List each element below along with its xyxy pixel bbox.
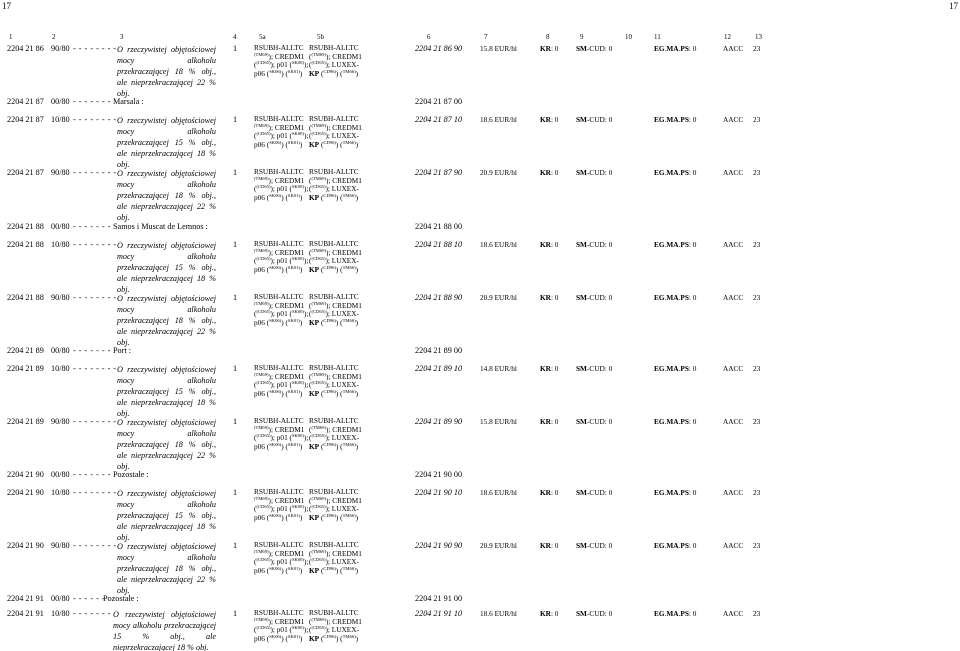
- column-7-rate: 20.9 EUR/hl: [480, 168, 517, 177]
- cn-code: 2204 21 90: [7, 470, 44, 479]
- column-header-8: 7: [484, 33, 488, 41]
- column-8-kr: KR: 0: [540, 44, 559, 53]
- column-5b-conditions: RSUBH-ALLTC ($^{(TM69)}$); CREDM1 ($^{(CD65)}$); LUXEX- KP ($^{CD96)}$) ($^{TM66)}$): [309, 43, 362, 79]
- column-header-9: 8: [546, 33, 550, 41]
- column-5b-conditions: RSUBH-ALLTC ($^{(TM69)}$); CREDM1 ($^{(CD65)}$); LUXEX- KP ($^{CD96)}$) ($^{TM66)}$): [309, 363, 362, 399]
- column-4-value: 1: [233, 541, 238, 550]
- c5a-line1: RSUBH-ALLTC: [254, 540, 304, 549]
- column-6-code: 2204 21 86 90: [415, 44, 463, 53]
- column-5b-conditions: RSUBH-ALLTC ($^{(TM69)}$); CREDM1 ($^{(CD65)}$); LUXEX- KP ($^{CD96)}$) ($^{TM66)}$): [309, 487, 362, 523]
- indent-dashes: - - - - - - - -: [73, 44, 117, 53]
- cn-code: 2204 21 90: [7, 488, 44, 497]
- column-5a-conditions: RSUBH-ALLTC $^{(TM69)}$); CREDM1 ($^{(CD65)}$); p01 ($^{SK00)}$); p06 ($^{SK06)}$) ($^{SK01)}$): [254, 239, 309, 275]
- column-6-code: 2204 21 90 10: [415, 488, 463, 497]
- cn-subcode: 00/80: [51, 470, 70, 479]
- cn-code: 2204 21 91: [7, 594, 44, 603]
- indent-dashes: - - - - - - - -: [73, 364, 117, 373]
- column-12-code: AACC: [723, 168, 744, 177]
- description: O rzeczywistej objętościowej mocy alkoholu przekraczającej 18 % obj., ale nieprzekraczającej 22 % obj.: [117, 169, 216, 222]
- cn-subcode: 00/80: [51, 97, 70, 106]
- column-12-code: AACC: [723, 364, 744, 373]
- c5a-line1: RSUBH-ALLTC: [254, 114, 304, 123]
- cn-subcode: 90/80: [51, 417, 70, 426]
- indent-dashes: - - - - - - -: [73, 222, 111, 231]
- c5a-line1: RSUBH-ALLTC: [254, 167, 304, 176]
- column-4-value: 1: [233, 115, 238, 124]
- cn-code: 2204 21 87: [7, 115, 44, 124]
- cn-code: 2204 21 88: [7, 240, 44, 249]
- column-header-2: 2: [52, 33, 56, 41]
- column-8-kr: KR: 0: [540, 293, 559, 302]
- column-7-rate: 14.8 EUR/hl: [480, 364, 517, 373]
- column-7-rate: 15.8 EUR/hl: [480, 44, 517, 53]
- indent-dashes: - - - - - - - -: [73, 293, 117, 302]
- column-6-code: 2204 21 91 00: [415, 594, 463, 603]
- column-13-code: 23: [753, 168, 761, 177]
- indent-dashes: - - - - - - -: [73, 470, 111, 479]
- column-12-code: AACC: [723, 609, 744, 618]
- description: O rzeczywistej objętościowej mocy alkoholu przekraczającej 18 % obj., ale nieprzekraczającej 22 % obj.: [117, 418, 216, 471]
- column-12-code: AACC: [723, 488, 744, 497]
- heading-title: Samos i Muscat de Lemnos :: [113, 222, 208, 231]
- cn-code: 2204 21 90: [7, 541, 44, 550]
- column-6-code: 2204 21 88 00: [415, 222, 463, 231]
- column-8-kr: KR: 0: [540, 115, 559, 124]
- column-13-code: 23: [753, 115, 761, 124]
- column-8-kr: KR: 0: [540, 488, 559, 497]
- indent-dashes: - - - - - - - -: [73, 168, 117, 177]
- heading-title: Port :: [113, 346, 131, 355]
- column-11-egmaps: EG.MA.PS: 0: [654, 44, 697, 53]
- indent-dashes: - - - - - -: [73, 594, 106, 603]
- column-header-3: 3: [120, 33, 124, 41]
- column-header-13: 12: [724, 33, 731, 41]
- column-11-egmaps: EG.MA.PS: 0: [654, 293, 697, 302]
- column-11-egmaps: EG.MA.PS: 0: [654, 417, 697, 426]
- cn-subcode: 00/80: [51, 594, 70, 603]
- column-9-sm: SM-CUD: 0: [576, 364, 613, 373]
- column-8-kr: KR: 0: [540, 541, 559, 550]
- column-header-4: 4: [233, 33, 237, 41]
- c5a-line1: RSUBH-ALLTC: [254, 363, 304, 372]
- column-5b-conditions: RSUBH-ALLTC ($^{(TM69)}$); CREDM1 ($^{(CD65)}$); LUXEX- KP ($^{CD96)}$) ($^{TM66)}$): [309, 416, 362, 452]
- cn-code: 2204 21 88: [7, 222, 44, 231]
- description: O rzeczywistej objętościowej mocy alkoholu przekraczającej 15 % obj., ale nieprzekraczającej 18 % obj.: [117, 116, 216, 169]
- column-5b-conditions: RSUBH-ALLTC ($^{(TM69)}$); CREDM1 ($^{(CD65)}$); LUXEX- KP ($^{CD96)}$) ($^{TM66)}$): [309, 540, 362, 576]
- cn-subcode: 00/80: [51, 222, 70, 231]
- indent-dashes: - - - - - - - -: [73, 488, 117, 497]
- cn-code: 2204 21 89: [7, 364, 44, 373]
- column-9-sm: SM-CUD: 0: [576, 240, 613, 249]
- column-12-code: AACC: [723, 541, 744, 550]
- cn-subcode: 90/80: [51, 293, 70, 302]
- cn-code: 2204 21 89: [7, 346, 44, 355]
- indent-dashes: - - - - - - - -: [73, 417, 117, 426]
- column-7-rate: 18.6 EUR/hl: [480, 115, 517, 124]
- column-5b-conditions: RSUBH-ALLTC ($^{(TM69)}$); CREDM1 ($^{(CD65)}$); LUXEX- KP ($^{CD96)}$) ($^{TM66)}$): [309, 167, 362, 203]
- column-13-code: 23: [753, 541, 761, 550]
- column-6-code: 2204 21 91 10: [415, 609, 463, 618]
- column-6-code: 2204 21 90 90: [415, 541, 463, 550]
- column-6-code: 2204 21 87 10: [415, 115, 463, 124]
- description: O rzeczywistej objętościowej mocy alkoholu przekraczającej 18 % obj., ale nieprzekraczającej 22 % obj.: [117, 294, 216, 347]
- column-6-code: 2204 21 89 10: [415, 364, 463, 373]
- column-9-sm: SM-CUD: 0: [576, 417, 613, 426]
- column-12-code: AACC: [723, 417, 744, 426]
- description: O rzeczywistej objętościowej mocy alkoholu przekraczającej 18 % obj., ale nieprzekraczającej 22 % obj.: [117, 45, 216, 98]
- page-number-left: 17: [2, 1, 11, 11]
- column-7-rate: 20.9 EUR/hl: [480, 541, 517, 550]
- column-9-sm: SM-CUD: 0: [576, 609, 613, 618]
- description: O rzeczywistej objętościowej mocy alkoholu przekraczającej 15 % obj., ale nieprzekraczającej 18 % obj.: [117, 365, 216, 418]
- column-11-egmaps: EG.MA.PS: 0: [654, 240, 697, 249]
- c5b-line1: RSUBH-ALLTC: [309, 43, 359, 52]
- column-6-code: 2204 21 87 00: [415, 97, 463, 106]
- column-4-value: 1: [233, 168, 238, 177]
- c5a-line1: RSUBH-ALLTC: [254, 43, 304, 52]
- column-4-value: 1: [233, 417, 238, 426]
- c5b-line1: RSUBH-ALLTC: [309, 608, 359, 617]
- c5b-line1: RSUBH-ALLTC: [309, 363, 359, 372]
- c5a-line1: RSUBH-ALLTC: [254, 239, 304, 248]
- c5b-line1: RSUBH-ALLTC: [309, 416, 359, 425]
- column-9-sm: SM-CUD: 0: [576, 488, 613, 497]
- column-8-kr: KR: 0: [540, 168, 559, 177]
- column-header-14: 13: [755, 33, 762, 41]
- column-7-rate: 18.6 EUR/hl: [480, 240, 517, 249]
- column-7-rate: 18.6 EUR/hl: [480, 609, 517, 618]
- column-header-12: 11: [654, 33, 661, 41]
- column-header-7: 6: [427, 33, 431, 41]
- column-7-rate: 20.9 EUR/hl: [480, 293, 517, 302]
- cn-code: 2204 21 89: [7, 417, 44, 426]
- indent-dashes: - - - - - - -: [73, 609, 111, 618]
- c5b-line1: RSUBH-ALLTC: [309, 487, 359, 496]
- column-9-sm: SM-CUD: 0: [576, 541, 613, 550]
- column-5b-conditions: RSUBH-ALLTC ($^{(TM69)}$); CREDM1 ($^{(CD65)}$); LUXEX- KP ($^{CD96)}$) ($^{TM66)}$): [309, 608, 362, 644]
- c5a-line1: RSUBH-ALLTC: [254, 416, 304, 425]
- cn-subcode: 10/80: [51, 364, 70, 373]
- column-5a-conditions: RSUBH-ALLTC $^{(TM69)}$); CREDM1 ($^{(CD65)}$); p01 ($^{SK00)}$); p06 ($^{SK06)}$) ($^{SK01)}$): [254, 540, 309, 576]
- column-13-code: 23: [753, 44, 761, 53]
- column-6-code: 2204 21 87 90: [415, 168, 463, 177]
- description: O rzeczywistej objętościowej mocy alkoholu przekraczającej 15 % obj., ale nieprzekraczającej 18 % obj.: [117, 241, 216, 294]
- column-header-6: 5b: [317, 33, 324, 41]
- column-13-code: 23: [753, 364, 761, 373]
- cn-subcode: 90/80: [51, 541, 70, 550]
- heading-title: Pozostałe :: [103, 594, 139, 603]
- indent-dashes: - - - - - - -: [73, 97, 111, 106]
- column-8-kr: KR: 0: [540, 417, 559, 426]
- cn-subcode: 00/80: [51, 346, 70, 355]
- column-8-kr: KR: 0: [540, 609, 559, 618]
- indent-dashes: - - - - - - - -: [73, 541, 117, 550]
- column-header-1: 1: [9, 33, 13, 41]
- column-8-kr: KR: 0: [540, 364, 559, 373]
- column-13-code: 23: [753, 609, 761, 618]
- page-number-right: 17: [949, 1, 958, 11]
- cn-code: 2204 21 86: [7, 44, 44, 53]
- description: O rzeczywistej objętościowej mocy alkoholu przekraczającej 15 % obj., ale nieprzekraczającej 18 % obj.: [113, 610, 216, 651]
- column-header-11: 10: [625, 33, 632, 41]
- column-header-10: 9: [580, 33, 584, 41]
- column-12-code: AACC: [723, 44, 744, 53]
- column-8-kr: KR: 0: [540, 240, 559, 249]
- column-11-egmaps: EG.MA.PS: 0: [654, 609, 697, 618]
- column-7-rate: 18.6 EUR/hl: [480, 488, 517, 497]
- column-5a-conditions: RSUBH-ALLTC $^{(TM69)}$); CREDM1 ($^{(CD65)}$); p01 ($^{SK00)}$); p06 ($^{SK06)}$) ($^{SK01)}$): [254, 416, 309, 452]
- cn-subcode: 90/80: [51, 44, 70, 53]
- column-4-value: 1: [233, 364, 238, 373]
- description: O rzeczywistej objętościowej mocy alkoholu przekraczającej 18 % obj., ale nieprzekraczającej 22 % obj.: [117, 542, 216, 595]
- column-5b-conditions: RSUBH-ALLTC ($^{(TM69)}$); CREDM1 ($^{(CD65)}$); LUXEX- KP ($^{CD96)}$) ($^{TM66)}$): [309, 292, 362, 328]
- cn-subcode: 90/80: [51, 168, 70, 177]
- column-5a-conditions: RSUBH-ALLTC $^{(TM69)}$); CREDM1 ($^{(CD65)}$); p01 ($^{SK00)}$); p06 ($^{SK06)}$) ($^{SK01)}$): [254, 167, 309, 203]
- c5b-line1: RSUBH-ALLTC: [309, 167, 359, 176]
- column-5b-conditions: RSUBH-ALLTC ($^{(TM69)}$); CREDM1 ($^{(CD65)}$); LUXEX- KP ($^{CD96)}$) ($^{TM66)}$): [309, 114, 362, 150]
- column-12-code: AACC: [723, 115, 744, 124]
- heading-title: Pozostałe :: [113, 470, 149, 479]
- c5b-line1: RSUBH-ALLTC: [309, 292, 359, 301]
- column-6-code: 2204 21 88 90: [415, 293, 463, 302]
- column-12-code: AACC: [723, 240, 744, 249]
- column-13-code: 23: [753, 488, 761, 497]
- column-4-value: 1: [233, 44, 238, 53]
- column-4-value: 1: [233, 293, 238, 302]
- indent-dashes: - - - - - - - -: [73, 240, 117, 249]
- description: O rzeczywistej objętościowej mocy alkoholu przekraczającej 15 % obj., ale nieprzekraczającej 18 % obj.: [117, 489, 216, 542]
- column-7-rate: 15.8 EUR/hl: [480, 417, 517, 426]
- cn-subcode: 10/80: [51, 488, 70, 497]
- column-6-code: 2204 21 90 00: [415, 470, 463, 479]
- c5a-line1: RSUBH-ALLTC: [254, 292, 304, 301]
- column-5a-conditions: RSUBH-ALLTC $^{(TM69)}$); CREDM1 ($^{(CD65)}$); p01 ($^{SK00)}$); p06 ($^{SK06)}$) ($^{SK01)}$): [254, 608, 309, 644]
- column-11-egmaps: EG.MA.PS: 0: [654, 364, 697, 373]
- c5b-line1: RSUBH-ALLTC: [309, 540, 359, 549]
- column-6-code: 2204 21 89 00: [415, 346, 463, 355]
- c5a-line1: RSUBH-ALLTC: [254, 608, 304, 617]
- cn-code: 2204 21 87: [7, 97, 44, 106]
- column-13-code: 23: [753, 240, 761, 249]
- column-12-code: AACC: [723, 293, 744, 302]
- column-header-row: [0, 33, 960, 43]
- column-5a-conditions: RSUBH-ALLTC $^{(TM69)}$); CREDM1 ($^{(CD65)}$); p01 ($^{SK00)}$); p06 ($^{SK06)}$) ($^{SK01)}$): [254, 292, 309, 328]
- cn-code: 2204 21 87: [7, 168, 44, 177]
- column-9-sm: SM-CUD: 0: [576, 168, 613, 177]
- column-11-egmaps: EG.MA.PS: 0: [654, 488, 697, 497]
- indent-dashes: - - - - - - -: [73, 346, 111, 355]
- column-13-code: 23: [753, 417, 761, 426]
- column-4-value: 1: [233, 488, 238, 497]
- column-11-egmaps: EG.MA.PS: 0: [654, 541, 697, 550]
- cn-subcode: 10/80: [51, 609, 70, 618]
- cn-subcode: 10/80: [51, 115, 70, 124]
- cn-code: 2204 21 91: [7, 609, 44, 618]
- column-5b-conditions: RSUBH-ALLTC ($^{(TM69)}$); CREDM1 ($^{(CD65)}$); LUXEX- KP ($^{CD96)}$) ($^{TM66)}$): [309, 239, 362, 275]
- column-4-value: 1: [233, 609, 238, 618]
- heading-title: Marsala :: [113, 97, 144, 106]
- column-5a-conditions: RSUBH-ALLTC $^{(TM69)}$); CREDM1 ($^{(CD65)}$); p01 ($^{SK00)}$); p06 ($^{SK06)}$) ($^{SK01)}$): [254, 114, 309, 150]
- column-13-code: 23: [753, 293, 761, 302]
- c5b-line1: RSUBH-ALLTC: [309, 239, 359, 248]
- column-header-5: 5a: [259, 33, 266, 41]
- column-11-egmaps: EG.MA.PS: 0: [654, 168, 697, 177]
- column-5a-conditions: RSUBH-ALLTC $^{(TM69)}$); CREDM1 ($^{(CD65)}$); p01 ($^{SK00)}$); p06 ($^{SK06)}$) ($^{SK01)}$): [254, 43, 309, 79]
- column-4-value: 1: [233, 240, 238, 249]
- cn-subcode: 10/80: [51, 240, 70, 249]
- column-6-code: 2204 21 89 90: [415, 417, 463, 426]
- column-11-egmaps: EG.MA.PS: 0: [654, 115, 697, 124]
- column-9-sm: SM-CUD: 0: [576, 115, 613, 124]
- indent-dashes: - - - - - - - -: [73, 115, 117, 124]
- column-9-sm: SM-CUD: 0: [576, 293, 613, 302]
- column-5a-conditions: RSUBH-ALLTC $^{(TM69)}$); CREDM1 ($^{(CD65)}$); p01 ($^{SK00)}$); p06 ($^{SK06)}$) ($^{SK01)}$): [254, 363, 309, 399]
- column-6-code: 2204 21 88 10: [415, 240, 463, 249]
- column-9-sm: SM-CUD: 0: [576, 44, 613, 53]
- c5b-line1: RSUBH-ALLTC: [309, 114, 359, 123]
- c5a-line1: RSUBH-ALLTC: [254, 487, 304, 496]
- column-5a-conditions: RSUBH-ALLTC $^{(TM69)}$); CREDM1 ($^{(CD65)}$); p01 ($^{SK00)}$); p06 ($^{SK06)}$) ($^{SK01)}$): [254, 487, 309, 523]
- cn-code: 2204 21 88: [7, 293, 44, 302]
